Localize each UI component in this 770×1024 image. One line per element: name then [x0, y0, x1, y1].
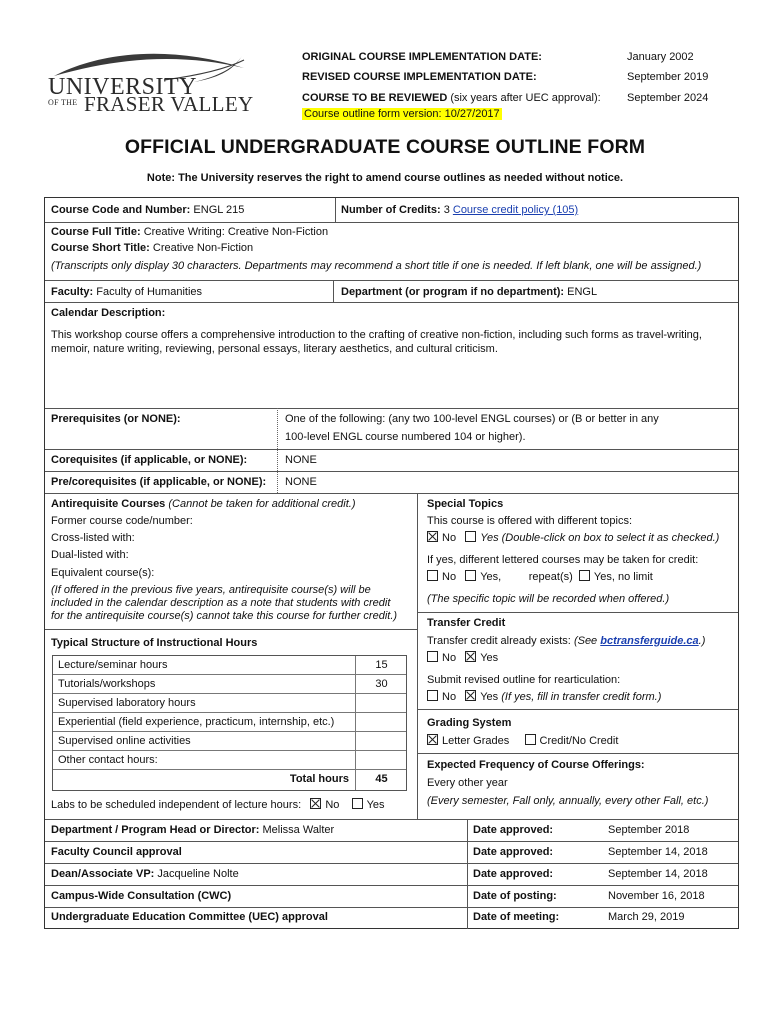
- grading-heading: Grading System: [427, 717, 512, 729]
- letter-grades-label: Letter Grades: [442, 735, 510, 747]
- special-topics-offered: This course is offered with different topics:: [427, 515, 633, 527]
- letter-grades-checkbox[interactable]: [427, 734, 438, 745]
- approval-label-cwc: Campus-Wide Consultation (CWC): [51, 890, 232, 902]
- approval-date: September 14, 2018: [608, 868, 708, 880]
- department-row: [341, 285, 597, 299]
- short-title-label: Course Short Title:: [51, 242, 150, 254]
- approval-name: Melissa Walter: [262, 824, 335, 836]
- labs-row: [51, 798, 385, 812]
- prerequisites-label: Prerequisites (or NONE):: [51, 413, 181, 425]
- special-yes-label: Yes (Double-click on box to select it as checked.): [480, 532, 720, 544]
- antireq-note-line2: included in the calendar description as a note that students with credit: [51, 597, 391, 609]
- review-date-value: September 2024: [627, 92, 709, 104]
- review-date-note: (six years after UEC approval):: [450, 92, 601, 104]
- rearticulation-yes-note: (If yes, fill in transfer credit form.): [501, 691, 662, 703]
- course-code-label: Course Code and Number:: [51, 204, 191, 216]
- hours-row-value[interactable]: 30: [375, 678, 388, 690]
- logo-fraser-valley-text: FRASER VALLEY: [84, 92, 254, 116]
- transfer-yes-label: Yes: [480, 652, 499, 664]
- hours-row-lecture: [53, 656, 406, 675]
- corequisites-value: NONE: [285, 454, 317, 466]
- revised-date-value: September 2019: [627, 71, 709, 83]
- department-label: Department (or program if no department):: [341, 286, 565, 298]
- approval-date: September 14, 2018: [608, 846, 708, 858]
- original-date-label: ORIGINAL COURSE IMPLEMENTATION DATE:: [302, 51, 542, 63]
- labs-yes-checkbox[interactable]: [352, 798, 363, 809]
- hours-heading: Typical Structure of Instructional Hours: [51, 637, 258, 649]
- antireq-heading: Antirequisite Courses: [51, 498, 166, 510]
- dual-listed-label: Dual-listed with:: [51, 549, 129, 561]
- approval-label: Dean/Associate VP:: [51, 868, 155, 880]
- lettered-nolimit-checkbox[interactable]: [579, 570, 590, 581]
- hours-row-label: Lecture/seminar hours: [58, 659, 168, 671]
- hours-row-label: Tutorials/workshops: [58, 678, 156, 690]
- equivalent-courses-label: Equivalent course(s):: [51, 567, 155, 579]
- special-no-checkbox[interactable]: [427, 531, 438, 542]
- approval-date-label: Date of meeting:: [473, 911, 560, 923]
- amend-note: Note: The University reserves the right to amend course outlines as needed without notice.: [146, 172, 624, 184]
- full-title-label: Course Full Title:: [51, 226, 141, 238]
- approval-row-dept-head: [51, 823, 334, 837]
- hours-row-label: Experiential (field experience, practicum, internship, etc.): [58, 716, 335, 728]
- total-hours-value: 45: [375, 773, 388, 785]
- lettered-yes-label: Yes,: [480, 571, 502, 583]
- approval-date-label: Date approved:: [473, 824, 554, 836]
- precorequisites-label: Pre/corequisites (if applicable, or NONE):: [51, 476, 267, 488]
- hours-row-label: Supervised laboratory hours: [58, 697, 196, 709]
- short-title-row: [51, 241, 253, 255]
- approval-row-dean: [51, 867, 239, 881]
- review-date-row: [302, 92, 601, 104]
- bctransferguide-link[interactable]: bctransferguide.ca: [600, 635, 699, 647]
- special-no-label: No: [442, 532, 457, 544]
- logo-of-the-text: OF THE: [48, 98, 78, 107]
- credits-row: [341, 203, 578, 217]
- rearticulation-no-label: No: [442, 691, 457, 703]
- hours-row-other: [53, 751, 406, 770]
- labs-no-checkbox[interactable]: [310, 798, 321, 809]
- hours-row-label: Other contact hours:: [58, 754, 158, 766]
- hours-row-label: Supervised online activities: [58, 735, 191, 747]
- transfer-no-checkbox[interactable]: [427, 651, 438, 662]
- lettered-courses-label: If yes, different lettered courses may be taken for credit:: [427, 554, 699, 566]
- approval-date-label: Date approved:: [473, 868, 554, 880]
- grading-options: [427, 734, 618, 748]
- revised-date-label: REVISED COURSE IMPLEMENTATION DATE:: [302, 71, 537, 83]
- review-date-label: COURSE TO BE REVIEWED: [302, 92, 448, 104]
- former-course-label: Former course code/number:: [51, 515, 193, 527]
- special-topics-row2: [427, 570, 653, 584]
- labs-yes-label: Yes: [366, 799, 385, 811]
- hours-row-laboratory: [53, 694, 406, 713]
- approval-date: March 29, 2019: [608, 911, 685, 923]
- transfer-see-close: .): [698, 635, 706, 647]
- antireq-note-line1: (If offered in the previous five years, antirequisite course(s) will be: [51, 584, 371, 596]
- hours-table: [52, 655, 407, 791]
- faculty-row: [51, 285, 202, 299]
- credit-no-credit-label: Credit/No Credit: [539, 735, 619, 747]
- transfer-credit-heading: Transfer Credit: [427, 617, 506, 629]
- rearticulation-options: [427, 690, 661, 704]
- transcript-note: (Transcripts only display 30 characters. Departments may recommend a short title if one is needed. If left blank, one will be assigned.): [51, 260, 702, 272]
- approval-name: Jacqueline Nolte: [157, 868, 239, 880]
- special-topics-row1: [427, 531, 719, 545]
- special-topics-recorded-note: (The specific topic will be recorded when offered.): [427, 593, 670, 605]
- labs-label: Labs to be scheduled independent of lecture hours:: [51, 799, 302, 811]
- repeat-label: repeat(s): [528, 571, 573, 583]
- hours-row-value[interactable]: 15: [375, 659, 388, 671]
- approval-date-label: Date of posting:: [473, 890, 557, 902]
- faculty-value: Faculty of Humanities: [96, 286, 203, 298]
- approval-label: Department / Program Head or Director:: [51, 824, 260, 836]
- credits-value: 3: [443, 204, 450, 216]
- faculty-label: Faculty:: [51, 286, 94, 298]
- rearticulation-no-checkbox[interactable]: [427, 690, 438, 701]
- approval-label-uec: Undergraduate Education Committee (UEC) approval: [51, 911, 328, 923]
- rearticulation-yes-label: Yes: [480, 691, 499, 703]
- full-title-value: Creative Writing: Creative Non-Fiction: [143, 226, 329, 238]
- antireq-heading-row: [51, 497, 355, 511]
- university-logo: [44, 46, 254, 126]
- hours-row-total: [53, 770, 406, 790]
- special-topics-heading: Special Topics: [427, 498, 504, 510]
- hours-row-experiential: [53, 713, 406, 732]
- rearticulation-yes-checkbox[interactable]: [465, 690, 476, 701]
- prerequisites-value-line2: 100-level ENGL course numbered 104 or higher).: [285, 431, 526, 443]
- precorequisites-value: NONE: [285, 476, 317, 488]
- frequency-note: (Every semester, Fall only, annually, every other Fall, etc.): [427, 795, 709, 807]
- antireq-note-line3: for the antirequisite course(s) cannot take this course for further credit.): [51, 610, 398, 622]
- course-code-value: ENGL 215: [193, 204, 245, 216]
- hours-row-tutorials: [53, 675, 406, 694]
- transfer-exists-row: [427, 634, 705, 648]
- frequency-heading: Expected Frequency of Course Offerings:: [427, 759, 645, 771]
- form-version: Course outline form version: 10/27/2017: [304, 108, 500, 120]
- logo-university-text: UNIVERSITY: [48, 74, 197, 100]
- original-date-value: January 2002: [627, 51, 694, 63]
- lettered-nolimit-label: Yes, no limit: [593, 571, 653, 583]
- lettered-no-label: No: [442, 571, 457, 583]
- calendar-description-label: Calendar Description:: [51, 307, 166, 319]
- full-title-row: [51, 225, 328, 239]
- hours-row-online: [53, 732, 406, 751]
- antireq-heading-note: (Cannot be taken for additional credit.): [168, 498, 356, 510]
- transfer-yes-checkbox[interactable]: [465, 651, 476, 662]
- transfer-no-label: No: [442, 652, 457, 664]
- credit-no-credit-checkbox[interactable]: [525, 734, 536, 745]
- transfer-exists-options: [427, 651, 498, 665]
- calendar-description-text: This workshop course offers a comprehensive introduction to the crafting of creative non-fiction, including such forms as travel-writing, memoir, nature writing, reviewing, personal essays, literary aesthetics, and cultural criticism.: [51, 329, 702, 355]
- approval-date-label: Date approved:: [473, 846, 554, 858]
- department-value: ENGL: [567, 286, 598, 298]
- rearticulation-label: Submit revised outline for rearticulation:: [427, 674, 621, 686]
- approval-date: September 2018: [608, 824, 690, 836]
- credits-label: Number of Credits:: [341, 204, 441, 216]
- transfer-see-text: (See: [573, 635, 598, 647]
- transfer-exists-label: Transfer credit already exists:: [427, 635, 571, 647]
- special-yes-checkbox[interactable]: [465, 531, 476, 542]
- lettered-yes-checkbox[interactable]: [465, 570, 476, 581]
- approval-label-faculty-council: Faculty Council approval: [51, 846, 182, 858]
- prerequisites-value-line1: One of the following: (any two 100-level ENGL courses) or (B or better in any: [285, 413, 659, 425]
- short-title-value: Creative Non-Fiction: [152, 242, 254, 254]
- total-hours-label: Total hours: [289, 773, 349, 785]
- frequency-value: Every other year: [427, 777, 508, 789]
- course-code-row: [51, 203, 244, 217]
- approval-date: November 16, 2018: [608, 890, 705, 902]
- cross-listed-label: Cross-listed with:: [51, 532, 135, 544]
- lettered-no-checkbox[interactable]: [427, 570, 438, 581]
- credit-policy-link[interactable]: Course credit policy (105): [452, 204, 579, 216]
- labs-no-label: No: [325, 799, 340, 811]
- corequisites-label: Corequisites (if applicable, or NONE):: [51, 454, 248, 466]
- page-title: OFFICIAL UNDERGRADUATE COURSE OUTLINE FORM: [124, 136, 646, 158]
